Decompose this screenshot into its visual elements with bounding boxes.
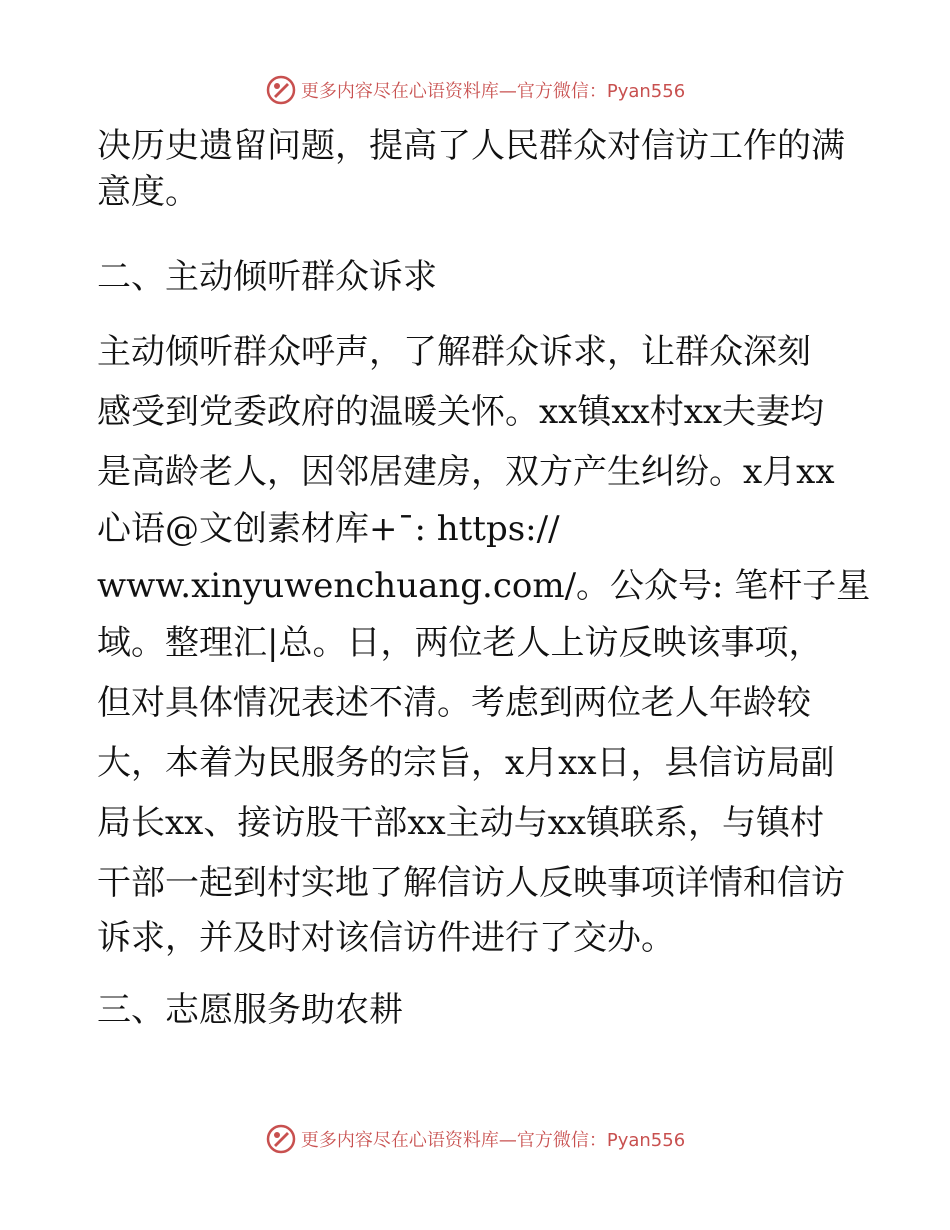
text-line: 主动倾听群众呼声，了解群众诉求，让群众深刻 (97, 332, 811, 372)
footer-watermark-banner (0, 1121, 950, 1157)
text-line: 大，本着为民服务的宗旨，x月xx日，县信访局副 (97, 743, 835, 783)
text-line: 诉求，并及时对该信访件进行了交办。 (97, 918, 675, 958)
header-watermark-text: 更多内容尽在心语资料库—官方微信：Pyan556 (300, 81, 686, 102)
logo-icon (265, 1123, 297, 1155)
text-line: 局长xx、接访股干部xx主动与xx镇联系，与镇村 (97, 803, 825, 843)
text-line: 域。整理汇|总。日，两位老人上访反映该事项， (97, 623, 823, 663)
text-line: 意度。 (97, 172, 199, 212)
header-watermark-banner (0, 72, 950, 108)
footer-watermark-text: 更多内容尽在心语资料库—官方微信：Pyan556 (300, 1130, 686, 1151)
text-line: 但对具体情况表述不清。考虑到两位老人年龄较 (97, 683, 811, 723)
section-heading: 二、主动倾听群众诉求 (97, 257, 437, 297)
text-line: 是高龄老人，因邻居建房，双方产生纠纷。x月xx (97, 452, 835, 492)
text-line: www.xinyuwenchuang.com/。公众号: 笔杆子星 (97, 566, 871, 606)
text-line: 感受到党委政府的温暖关怀。xx镇xx村xx夫妻均 (97, 392, 825, 432)
text-line: 心语@文创素材库+¯: https:// (97, 509, 560, 549)
section-heading: 三、志愿服务助农耕 (97, 990, 403, 1030)
logo-icon (265, 74, 297, 106)
text-line: 决历史遗留问题，提高了人民群众对信访工作的满 (97, 126, 845, 166)
text-line: 干部一起到村实地了解信访人反映事项详情和信访 (97, 863, 845, 903)
